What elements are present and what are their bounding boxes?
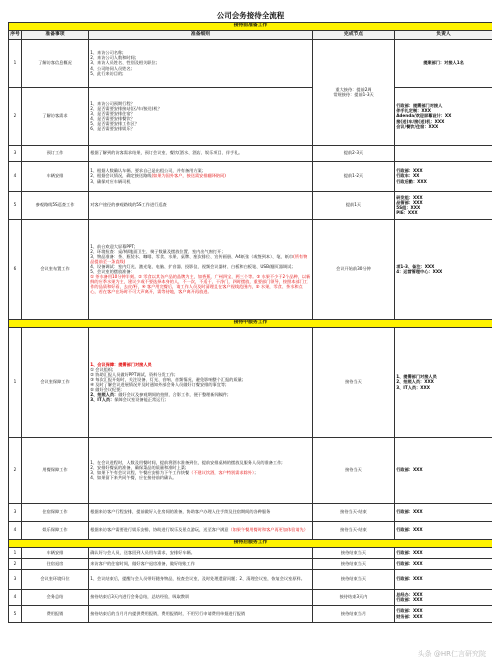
row-owner: 行政部：XXX — [395, 558, 493, 569]
row-owner — [395, 87, 493, 145]
row-owner: 行政部：XXX — [395, 437, 493, 503]
owner-line: PIE：XXX — [396, 210, 418, 216]
row-owner: 行政部：XXX — [395, 521, 493, 539]
table-row — [9, 39, 493, 87]
row-detail — [89, 521, 313, 539]
detail-text: 3、物品准备：茶、瓶装水、咖啡、零食、水果、桌牌、座次排位、宣传画册、A4纸张（或签到本）、笔、纸巾 — [90, 253, 294, 259]
row-owner — [395, 327, 493, 437]
row-detail: 接待结束后的当月月内提供费用报销，费用报销时，不用另行申请费用单据进行报销 — [89, 605, 313, 622]
detail-line: 4、设备调试：室内灯光、激光笔、电脑、扩音器、投影仪、视频会议器材、白板和白板笔、USB/翻页器调试； — [90, 263, 296, 269]
row-detail: 根据了解到的访客需求结果，预订会议室、餐饮(酒水、酒店、娱乐项目、伴手礼。 — [89, 145, 313, 161]
row-node — [313, 39, 395, 145]
row-owner — [395, 605, 493, 622]
detail-line: 1、根据人数确认车辆，要求自己是出租公司，并有备用方案； — [90, 168, 206, 174]
row-seq: 4 — [9, 161, 22, 191]
col-header-owner: 负责人 — [395, 30, 493, 39]
row-node: 接待当天 — [313, 437, 395, 503]
detail-red-note: (所有物品提前至一条直线) — [90, 253, 308, 264]
detail-line: 2、环境检查：桌/椅/地面卫生、椅子数量及摆放位置、室内出气窗打开； — [90, 248, 226, 254]
col-header-item: 准备事项 — [22, 30, 89, 39]
row-owner — [395, 191, 493, 219]
owner-line: Adenda/欢迎屏幕设计：XX — [396, 113, 452, 119]
detail-line: 4、公司陪同人员姓名; — [90, 65, 132, 71]
row-detail — [89, 87, 313, 145]
row-seq: 5 — [9, 191, 22, 219]
row-seq: 1 — [9, 327, 22, 437]
row-node: 提前1-2天 — [313, 161, 395, 191]
col-header-detail: 准备细则 — [89, 30, 313, 39]
row-seq: 4 — [9, 521, 22, 539]
owner-line: 接(送)车/接(送)机：XXX — [396, 118, 445, 124]
row-item: 会议室环境归位 — [22, 569, 89, 589]
row-item: 会议室布置工作 — [22, 219, 89, 319]
row-node: 接待结束当天 — [313, 558, 395, 569]
detail-text: ； — [254, 470, 259, 475]
owner-line: 1、提需部门对接人员 — [396, 374, 437, 380]
detail-red-note: (如果为国外客户，接送需安排翻译陪同) — [151, 173, 226, 179]
row-detail: 根据来访客户行程安排，提前做好入住房间的准备，协助客户办理入住手续及住宿期间的各种服务 — [89, 503, 313, 521]
page-title: 公司会务接待全流程 — [216, 10, 285, 20]
owner-line: 2、拍照人员：XXX — [396, 379, 434, 385]
table-row — [9, 558, 493, 569]
detail-red-note: （不建议饮酒，客户特别需求除外） — [189, 470, 255, 475]
detail-line: ⑤ 做好会议纪要; — [90, 387, 122, 393]
row-owner — [395, 161, 493, 191]
row-item: 会务总结 — [22, 589, 89, 605]
reception-process-table — [8, 10, 492, 623]
table-row — [9, 219, 493, 319]
row-item: 车辆安排 — [22, 161, 89, 191]
col-header-seq: 序号 — [9, 30, 22, 39]
owner-line: 行政部：提需部门对接人 — [396, 103, 443, 109]
row-detail — [89, 219, 313, 319]
owner-line: 总经办：XXX — [396, 591, 423, 597]
row-node: 接待当天-结束 — [313, 503, 395, 521]
owner-line: 行政部：XXX — [396, 168, 423, 174]
row-detail: 对客户途径的参观路线的5S工作进行巡查 — [89, 191, 313, 219]
detail-line — [90, 254, 311, 264]
row-detail — [89, 161, 313, 191]
detail-line: 2、安排好餐桌的准备，确保菜品的质量和准时上菜; — [90, 464, 187, 470]
row-node: 接待结束当天 — [313, 569, 395, 589]
row-seq: 1 — [9, 39, 22, 87]
table-row — [9, 161, 493, 191]
section-header-after: 接待后服务工作 — [9, 539, 493, 547]
row-item: 预订工作 — [22, 145, 89, 161]
table-row — [9, 521, 493, 539]
detail-line: 1、在会议进程时，人数及用餐时间，提前将酒水准备到位，提前安排桌椅的摆放及服务人员的准备工作; — [90, 459, 283, 465]
row-item: 参观路线5S巡查工作 — [22, 191, 89, 219]
detail-line: 5、会议室的摆放准备： — [90, 269, 135, 274]
detail-subheading: 3、IT人员： — [90, 397, 115, 403]
owner-line: 行政部：XXX — [396, 608, 423, 614]
table-row — [9, 605, 493, 622]
table-row — [9, 569, 493, 589]
row-seq: 5 — [9, 605, 22, 622]
table-header-row — [9, 30, 493, 39]
owner-line: 伴手礼定制：XXX — [396, 108, 431, 114]
row-detail — [89, 327, 313, 437]
detail-red-note: ① 茶水备用10分钟半刻。② 零食以其各产品的品牌为主，如香蕉，广州四宝，两三个等。③ 水果不少于2个品种，以新鲜的应季水果为主，建议少或不要选择本身的人，不一次，不适于，干净门，四时摆放，重要部门领导，按照本部门工作的品质和好看，去皮/籽，④ 客户用完餐后，请工作人员及时清理且在客户视线范围内，⑤ 水果，零食、茶水和点心，若在客户在场时不可大声离开，需等待地，客户离开再放进。 — [90, 274, 311, 295]
detail-line: 3、是否需要安排住宿？ — [90, 110, 135, 116]
detail-line: 4、是否需要安排餐饮？ — [90, 116, 135, 121]
table-row — [9, 191, 493, 219]
row-item: 住宿保障工作 — [22, 503, 89, 521]
table-row — [9, 503, 493, 521]
table-row — [9, 87, 493, 145]
row-owner: 行政部：XXX — [395, 503, 493, 521]
row-node: 接待结束3天内 — [313, 589, 395, 605]
detail-line: 5、是否需要安排工作区？ — [90, 121, 139, 127]
row-seq: 3 — [9, 145, 22, 161]
row-owner: 提案部门：对接人1名 — [395, 39, 493, 87]
row-seq: 1 — [9, 547, 22, 558]
row-owner: 行政部：XXX — [395, 547, 493, 558]
detail-text: 做好会议及参观期间的拍照、合影工作，便于整理新闻稿件; — [118, 392, 229, 398]
detail-line: 3、确保对应车辆司机 — [90, 178, 131, 184]
owner-line: 会议/餐饮/住宿：XXX — [396, 123, 439, 129]
table-row — [9, 437, 493, 503]
owner-line: 行政后勤：XXX — [396, 178, 427, 184]
detail-line — [90, 397, 311, 402]
detail-line: 1、来访公司名称; — [90, 50, 124, 56]
row-detail — [89, 437, 313, 503]
row-node: 接待当天 — [313, 327, 395, 437]
detail-line: ③ 每次汇报开始时，关注设备、灯光、音响、音频情况，避免影响整个汇报的质量; — [90, 376, 244, 382]
row-detail: 1、会议结束后，提醒与会人员带好随身物品，检查会议室，及时处理遗留问题；2、清理会议室，恢复会议室原样。 — [89, 569, 313, 589]
owner-line: 5S组：XXX — [396, 205, 421, 210]
row-seq: 6 — [9, 219, 22, 319]
row-detail: 接待结束后3天内进行会务总结，总结经验，吸取教训 — [89, 589, 313, 605]
detail-line: ① 会议组织; — [90, 366, 114, 372]
process-sheet — [8, 10, 492, 660]
detail-line: 3、来访人员姓名、性别及相关职位; — [90, 60, 158, 66]
detail-line: 6、是否需要安排娱乐？ — [90, 126, 135, 132]
section-header-during: 接待中服务工作 — [9, 319, 493, 327]
row-node: 接待结束当天 — [313, 547, 395, 558]
detail-subheading: 1、会议保障：提需部门对接人员 — [90, 361, 152, 367]
row-seq: 2 — [9, 87, 22, 145]
watermark: 头条 @HR仁言研究院 — [417, 650, 486, 658]
row-item: 住宿退房 — [22, 558, 89, 569]
row-owner — [395, 589, 493, 605]
row-node: 提前1天 — [313, 191, 395, 219]
detail-line: ④ 及时了解会议进展情况并及时通知外部会务人员做好订餐安排的事宜等; — [90, 382, 227, 387]
row-item: 费用报销 — [22, 605, 89, 622]
table-row — [9, 589, 493, 605]
owner-line: 行政部：XXX — [396, 597, 423, 602]
row-item: 车辆安排 — [22, 547, 89, 558]
detail-line: 4、如果留下来共同午餐，应在接待前约确认。 — [90, 475, 177, 481]
detail-text: 3、如果下午有会议议程，午餐应安排为下午工作快餐 — [90, 470, 190, 475]
detail-subheading: 2、拍照人员： — [90, 392, 119, 398]
table-row — [9, 145, 493, 161]
detail-red-note: （如果午餐用餐时和客户再更加体验请先） — [228, 527, 308, 533]
row-node: 接待当天-结束 — [313, 521, 395, 539]
detail-line: 5、此行来访目的; — [90, 70, 124, 76]
detail-line: 1、来访公司预期行程？ — [90, 100, 135, 106]
detail-text: 保障会议室设备能正常运行; — [114, 397, 166, 403]
detail-line: 1、前台欢迎大屏幕PPT; — [90, 243, 136, 249]
detail-text: 2、根据会议情况，确定接送路线 — [90, 173, 152, 179]
owner-line: 3、IT人员：XXX — [396, 384, 430, 390]
row-detail: 来访客户的住宿时间，做好客户退房准备，做好结账工作 — [89, 558, 313, 569]
row-owner — [395, 145, 493, 161]
row-item: 了解访客信息概况 — [22, 39, 89, 87]
row-owner — [395, 219, 493, 319]
row-seq: 3 — [9, 503, 22, 521]
row-seq: 4 — [9, 589, 22, 605]
row-detail — [89, 39, 313, 87]
table-row — [9, 547, 493, 558]
row-node: 提前2-3天 — [313, 145, 395, 161]
row-item: 娱乐保障工作 — [22, 521, 89, 539]
table-row — [9, 327, 493, 437]
col-header-node: 完成节点 — [313, 30, 395, 39]
owner-line: 项1-3、备注：XXX — [396, 263, 435, 269]
row-node: 接待结束当月 — [313, 605, 395, 622]
section-header-before: 接待前准备工作 — [9, 22, 493, 30]
detail-line: 2、是否需要安排接站(区/车/接送)机？ — [90, 105, 162, 111]
owner-line: 品管部：XXX — [396, 199, 423, 205]
detail-text: 根据来访客户需要进行娱乐安排，协助进行娱乐及景点游玩，送至客户满意 — [90, 527, 229, 533]
node-line: 重大接待：提前2周 — [335, 86, 372, 92]
owner-line: 4：运营管理中心：XXX — [396, 269, 443, 274]
row-item: 用餐保障工作 — [22, 437, 89, 503]
detail-line: 2、来访公司人数和时间; — [90, 55, 137, 61]
row-detail: 确认好与会人员，送客回到人员用车需求，安排好车辆。 — [89, 547, 313, 558]
row-seq: 3 — [9, 569, 22, 589]
node-line: 常规接待：提前1-3天 — [333, 92, 374, 97]
owner-line: 研发组：XXX — [396, 194, 423, 200]
owner-line: 财务部：XXX — [396, 613, 423, 619]
row-seq: 2 — [9, 558, 22, 569]
row-node: 会议开始前30分钟 — [313, 219, 395, 319]
row-owner: 行政部：XXX — [395, 569, 493, 589]
row-item: 了解访客需求 — [22, 87, 89, 145]
owner-line: 行政车：XX — [396, 173, 420, 179]
row-item: 会议室保障工作 — [22, 327, 89, 437]
row-seq: 2 — [9, 437, 22, 503]
detail-line: ② 协助汇报人员做好PPT调试，资料分发工作; — [90, 371, 176, 377]
